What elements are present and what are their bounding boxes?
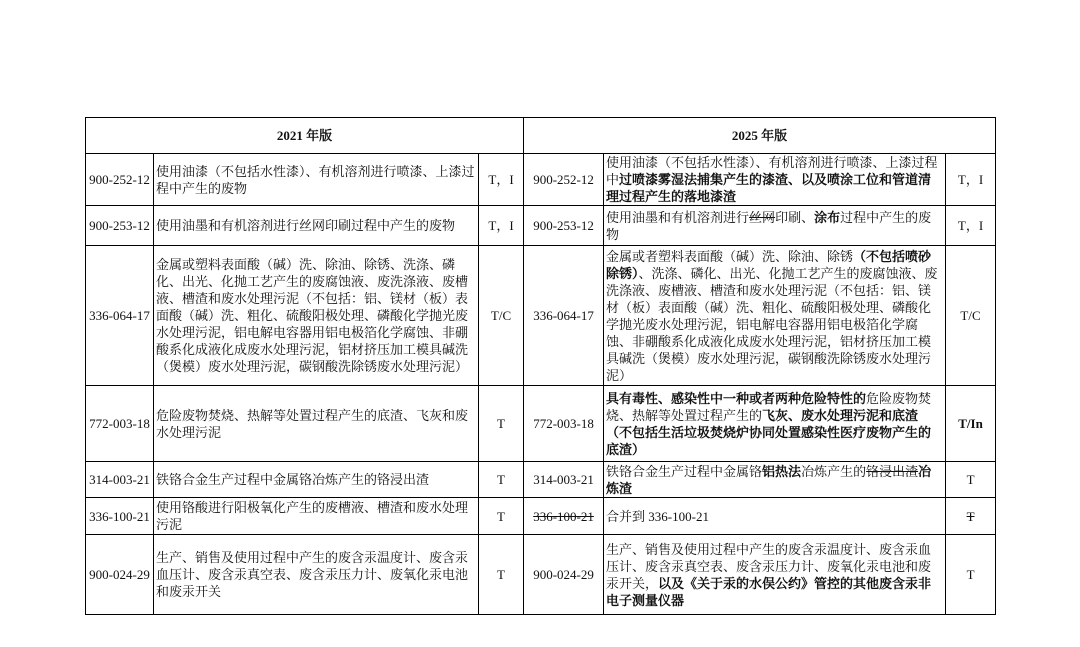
new-code-cell [524,498,604,535]
old-code: 900-024-29 [86,535,154,615]
new-code: 772-003-18 [524,386,604,462]
old-code: 772-003-18 [86,386,154,462]
old-code: 314-003-21 [86,462,154,498]
text-segment: 生产、销售及使用过程中产生的废含汞温度计、废含汞血压计、废含汞真空表、废含汞压力计、废氧化汞电池和废汞开关， [606,541,932,591]
old-type: T，I [479,206,524,246]
text-segment: 使用油漆（不包括水性漆）、有机溶剂进行喷漆、上漆过程中 [606,155,938,187]
new-code: 314-003-21 [524,462,604,498]
table-row [86,535,996,615]
text-segment: 金属或者塑料表面酸（碱）洗、除油、除锈 [606,248,854,264]
new-description [604,154,946,206]
old-code: 900-252-12 [86,154,154,206]
table-row [86,386,996,462]
table-row [86,462,996,498]
old-type: T [479,386,524,462]
new-description [604,386,946,462]
new-type: T/In [946,386,996,462]
text-segment: 冶炼产生的 [801,463,867,479]
deleted-type: T [966,508,975,524]
added-text: 飞灰、废水处理污泥和底渣（不包括生活垃圾焚烧炉协同处置感染性医疗废物产生的底渣） [606,407,932,457]
new-code: 900-253-12 [524,206,604,246]
new-description [604,206,946,246]
new-description [604,246,946,386]
old-description: 金属或塑料表面酸（碱）洗、除油、除锈、洗涤、磷化、出光、化抛工艺产生的废腐蚀液、废洗涤液、废槽液、槽渣和废水处理污泥（不包括：铝、镁材（板）表面酸（碱）洗、粗化、硫酸阳极处理、磷酸化学抛光废水处理污泥，铝电解电容器用铝电极箔化学腐蚀、非硼酸系化成液化成废水处理污泥，铝材挤压加工模具碱洗（煲模）废水处理污泥，碳钢酸洗除锈废水处理污泥） [154,246,479,386]
new-code: 900-024-29 [524,535,604,615]
old-description: 使用油墨和有机溶剂进行丝网印刷过程中产生的废物 [154,206,479,246]
text-segment: 使用油墨和有机溶剂进行 [606,209,750,225]
new-description [604,462,946,498]
old-version-header: 2021 年版 [86,118,524,154]
new-version-header: 2025 年版 [524,118,996,154]
old-type: T/C [479,246,524,386]
text-segment: 铁铬合金生产过程中金属铬 [606,463,763,479]
deleted-code: 336-100-21 [533,508,594,524]
new-type-cell [946,498,996,535]
text-segment: 印刷、 [775,209,815,225]
old-description: 铁铬合金生产过程中金属铬冶炼产生的铬浸出渣 [154,462,479,498]
added-text: 涂布 [814,209,841,225]
added-text: 具有毒性、感染性中一种或者两种危险特性的 [606,390,867,406]
old-description: 危险废物焚烧、热解等处置过程产生的底渣、飞灰和废水处理污泥 [154,386,479,462]
new-type: T，I [946,206,996,246]
old-type: T [479,535,524,615]
comparison-table [85,117,996,615]
new-type: T [946,535,996,615]
added-text: 过喷漆雾湿法捕集产生的漆渣、以及喷涂工位和管道清理过程产生的落地漆渣 [606,172,932,204]
old-description: 使用铬酸进行阳极氧化产生的废槽液、槽渣和废水处理污泥 [154,498,479,535]
table-row [86,246,996,386]
old-type: T，I [479,154,524,206]
new-type: T/C [946,246,996,386]
added-text: 以及《关于汞的水俣公约》管控的其他废含汞非电子测量仪器 [606,575,932,608]
new-type: T，I [946,154,996,206]
added-text: 冶炼渣 [606,463,932,496]
new-type: T [946,462,996,498]
table-row [86,154,996,206]
new-code: 900-252-12 [524,154,604,206]
old-type: T [479,498,524,535]
old-description: 生产、销售及使用过程中产生的废含汞温度计、废含汞血压计、废含汞真空表、废含汞压力计、废氧化汞电池和废汞开关 [154,535,479,615]
old-code: 900-253-12 [86,206,154,246]
text-segment: 过程中产生的废物 [606,209,932,242]
deleted-text: 铬浸出渣 [866,463,919,479]
table-row [86,206,996,246]
old-code: 336-064-17 [86,246,154,386]
old-code: 336-100-21 [86,498,154,535]
new-code: 336-064-17 [524,246,604,386]
deleted-text: 丝网 [749,209,776,225]
new-description [604,535,946,615]
text-segment: 、洗涤、磷化、出光、化抛工艺产生的废腐蚀液、废洗涤液、废槽液、槽渣和废水处理污泥（不包括：铝、镁材（板）表面酸（碱）洗、粗化、硫酸阳极处理、磷酸化学抛光废水处理污泥，铝电解电容器用铝电极箔化学腐蚀、非硼酸系化成液化成废水处理污泥，铝材挤压加工模具碱洗（煲模）废水处理污泥，碳钢酸洗除锈废水处理污泥） [606,265,938,383]
added-text: （不包括喷砂除锈） [606,248,932,281]
table-row [86,498,996,535]
new-description: 合并到 336-100-21 [604,498,946,535]
header-row [86,118,996,154]
added-text: 铝热法 [762,463,802,479]
text-segment: 危险废物焚烧、热解等处置过程产生的 [606,390,932,423]
old-description: 使用油漆（不包括水性漆）、有机溶剂进行喷漆、上漆过程中产生的废物 [154,154,479,206]
old-type: T [479,462,524,498]
